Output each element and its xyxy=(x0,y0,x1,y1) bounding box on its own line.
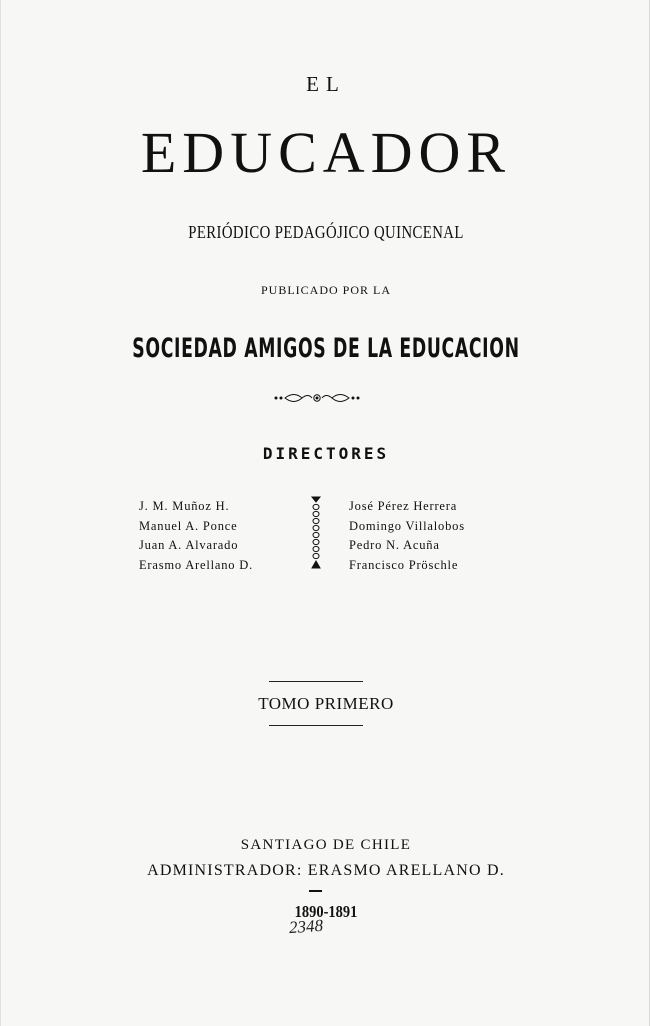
director-name: Francisco Pröschle xyxy=(349,557,459,572)
rule-top xyxy=(269,681,363,682)
publication-years: 1890-1891 xyxy=(294,902,358,921)
title-article: EL xyxy=(306,72,346,96)
volume-label: TOMO PRIMERO xyxy=(258,694,394,713)
director-name: Domingo Villalobos xyxy=(349,518,465,533)
short-dash xyxy=(309,890,322,892)
society-name: SOCIEDAD AMIGOS DE LA EDUCACION xyxy=(132,333,520,364)
director-name: J. M. Muñoz H. xyxy=(139,499,230,513)
imprint-city: SANTIAGO DE CHILE xyxy=(240,837,412,853)
imprint-administrator: ADMINISTRADOR: ERASMO ARELLANO D. xyxy=(147,862,505,879)
chain-divider-icon xyxy=(310,495,322,571)
handwritten-shelfmark: 2348 xyxy=(288,915,324,938)
director-name: Manuel A. Ponce xyxy=(139,518,238,533)
directors-heading: DIRECTORES xyxy=(262,444,390,463)
directors-right-list xyxy=(349,497,465,575)
rule-bottom xyxy=(269,725,363,726)
periodical-title: EDUCADOR xyxy=(140,120,512,185)
ornament-flourish-icon xyxy=(272,389,362,407)
published-by-line: PUBLICADO POR LA xyxy=(260,283,391,297)
director-name: Pedro N. Acuña xyxy=(349,538,440,552)
director-name: Erasmo Arellano D. xyxy=(139,557,254,572)
director-name: José Pérez Herrera xyxy=(349,499,458,513)
director-name: Juan A. Alvarado xyxy=(139,538,239,552)
directors-left-list xyxy=(139,497,253,575)
periodical-subtitle: PERIÓDICO PEDAGÓJICO QUINCENAL xyxy=(188,222,464,242)
